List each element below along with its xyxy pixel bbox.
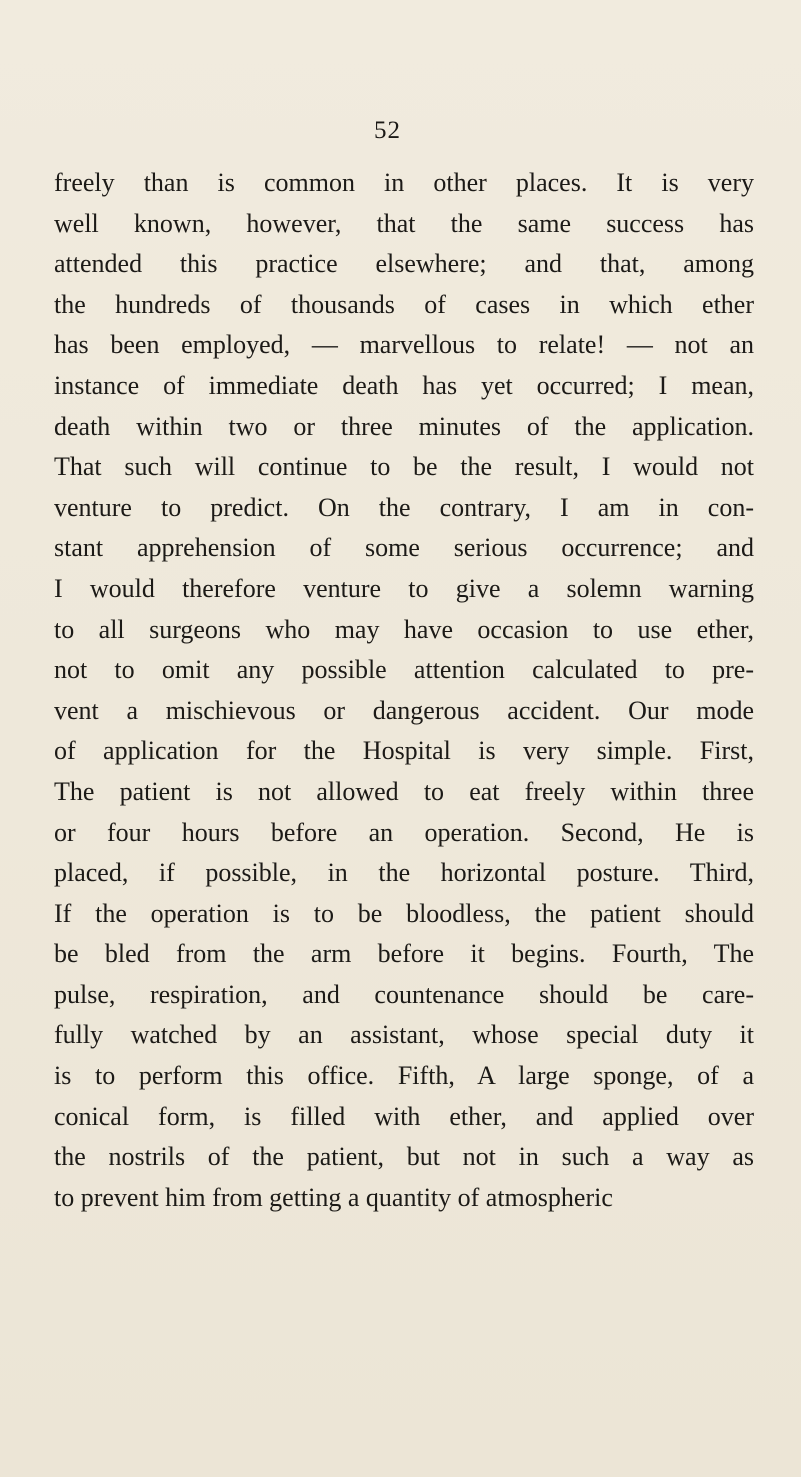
text-line: vent a mischievous or dangerous accident. Our mode xyxy=(54,695,754,725)
text-line: the nostrils of the patient, but not in such a way as xyxy=(54,1142,754,1172)
text-line: I would therefore venture to give a solemn warning xyxy=(54,573,754,603)
text-line: has been employed, — marvellous to relate! — not an xyxy=(54,330,754,360)
text-line: not to omit any possible attention calculated to pre- xyxy=(54,655,754,685)
body-text xyxy=(54,163,754,1218)
text-line: instance of immediate death has yet occurred; I mean, xyxy=(54,370,754,400)
text-line: or four hours before an operation. Second, He is xyxy=(54,817,754,847)
page-number-text: 52 xyxy=(374,117,401,144)
text-line: attended this practice elsewhere; and that, among xyxy=(54,249,754,279)
text-line: That such will continue to be the result, I would not xyxy=(54,452,754,482)
text-line: is to perform this office. Fifth, A large sponge, of a xyxy=(54,1061,754,1091)
text-line: venture to predict. On the contrary, I am in con- xyxy=(54,492,754,522)
text-line: to all surgeons who may have occasion to use ether, xyxy=(54,614,754,644)
text-line: death within two or three minutes of the application. xyxy=(54,411,754,441)
text-line: placed, if possible, in the horizontal posture. Third, xyxy=(54,858,754,888)
text-line: well known, however, that the same success has xyxy=(54,208,754,238)
text-line: to prevent him from getting a quantity of atmospheric xyxy=(54,1182,613,1212)
text-line: be bled from the arm before it begins. Fourth, The xyxy=(54,939,754,969)
text-line: fully watched by an assistant, whose special duty it xyxy=(54,1020,754,1050)
text-line: If the operation is to be bloodless, the patient should xyxy=(54,898,754,928)
text-line: The patient is not allowed to eat freely within three xyxy=(54,776,754,806)
text-line: of application for the Hospital is very simple. First, xyxy=(54,736,754,766)
text-line: pulse, respiration, and countenance should be care- xyxy=(54,979,754,1009)
text-line: stant apprehension of some serious occurrence; and xyxy=(54,533,754,563)
page-number xyxy=(0,117,801,145)
text-line: freely than is common in other places. It is very xyxy=(54,168,754,197)
text-line: conical form, is filled with ether, and applied over xyxy=(54,1101,754,1131)
text-line: the hundreds of thousands of cases in which ether xyxy=(54,289,754,319)
